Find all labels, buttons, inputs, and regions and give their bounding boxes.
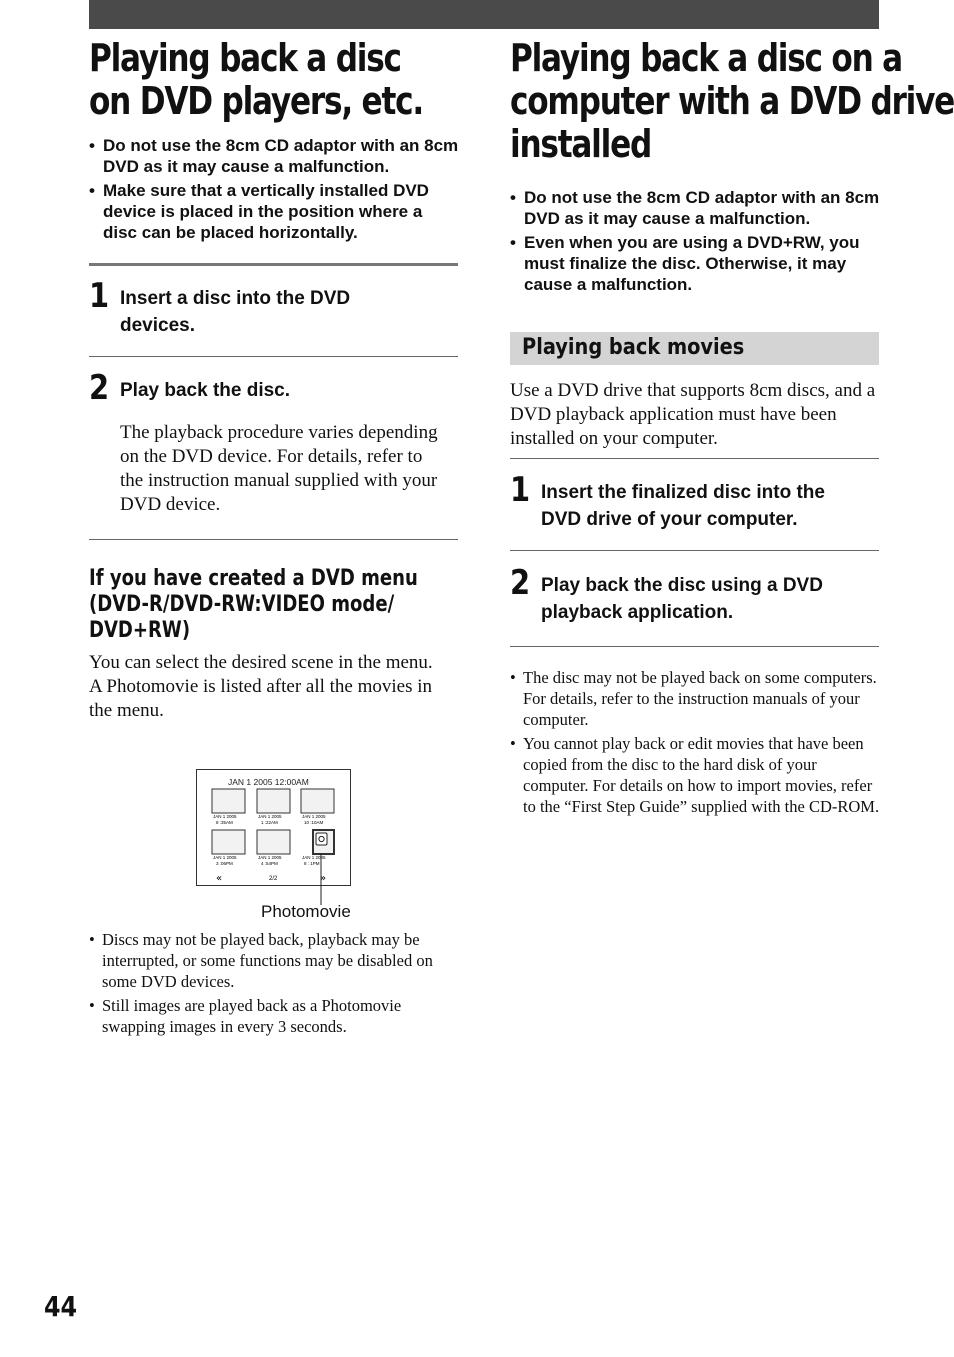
divider	[89, 263, 458, 266]
caution-list-left	[89, 135, 459, 246]
section-band	[510, 332, 879, 365]
page-number: 44	[44, 1290, 78, 1323]
page-title-left	[89, 37, 423, 123]
divider	[89, 539, 458, 540]
section-title: Playing back movies	[522, 335, 745, 360]
menu-header-date: JAN 1 2005 12:00AM	[228, 777, 309, 787]
step-line: Insert the finalized disc into the	[541, 482, 825, 503]
note-item: • The disc may not be played back on some computers. For details, refer to the instruction manuals of your computer.	[510, 667, 882, 730]
divider	[510, 458, 879, 459]
header-bar	[89, 0, 879, 29]
step-line: devices.	[120, 315, 195, 336]
caution-item: • Even when you are using a DVD+RW, you must finalize the disc. Otherwise, it may cause a malfunction.	[510, 232, 880, 295]
step-line: playback application.	[541, 602, 734, 623]
previous-page-icon: «	[216, 873, 223, 884]
thumb-date: JAN 1 2005	[258, 855, 282, 860]
figure-caption: Photomovie	[261, 902, 351, 921]
caution-item: • Do not use the 8cm CD adaptor with an 8cm DVD as it may cause a malfunction.	[510, 187, 880, 229]
thumb-date: JAN 1 2005	[213, 814, 237, 819]
thumb-date: JAN 1 2005	[302, 814, 326, 819]
step-number: 1	[510, 470, 531, 510]
divider	[89, 356, 458, 357]
section-intro: Use a DVD drive that supports 8cm discs, and a DVD playback application must have been installed on your computer.	[510, 380, 876, 449]
heading-line: DVD+RW)	[89, 618, 191, 643]
step-line: Play back the disc.	[120, 380, 291, 401]
menu-paragraph: You can select the desired scene in the menu.	[89, 652, 433, 673]
thumb-time: 1 :22AM	[261, 820, 278, 825]
page-title-right	[510, 37, 954, 166]
title-line: on DVD players, etc.	[89, 79, 423, 123]
thumb-date: JAN 1 2005	[213, 855, 237, 860]
notes-right	[510, 667, 882, 820]
photomovie-icon	[316, 833, 327, 845]
thumbnail	[212, 830, 245, 854]
thumb-date: JAN 1 2005	[258, 814, 282, 819]
step-text	[541, 572, 823, 626]
title-line: Playing back a disc on a	[510, 36, 902, 80]
thumb-date: JAN 1 2005	[302, 855, 326, 860]
notes-left	[89, 929, 461, 1040]
note-item: • Discs may not be played back, playback may be interrupted, or some functions may be disabled on some DVD devices.	[89, 929, 461, 992]
thumbnail	[257, 830, 290, 854]
dvd-menu-illustration	[196, 769, 351, 887]
thumbnail	[212, 789, 245, 813]
divider	[510, 646, 879, 647]
menu-body	[89, 651, 454, 723]
caution-item: • Make sure that a vertically installed DVD device is placed in the position where a disc can be placed horizontally.	[89, 180, 459, 243]
step-number: 1	[89, 276, 110, 316]
thumb-time: 10 :10AM	[304, 820, 324, 825]
menu-page-indicator: 2/2	[269, 876, 278, 882]
thumb-time: 8 :35AM	[216, 820, 233, 825]
step-text	[541, 479, 825, 533]
thumbnail	[301, 789, 334, 813]
title-line: installed	[510, 122, 652, 166]
title-line: computer with a DVD drive	[510, 79, 954, 123]
step-2-description: The playback procedure varies depending on the DVD device. For details, refer to the instruction manual supplied with your DVD device.	[120, 422, 438, 515]
thumb-time: 4 :54PM	[261, 861, 278, 866]
step-text	[120, 285, 350, 339]
next-page-icon: »	[320, 873, 327, 884]
step-number: 2	[89, 368, 110, 408]
thumb-time: 3 :06PM	[216, 861, 233, 866]
heading-line: If you have created a DVD menu	[89, 566, 418, 591]
step-number: 2	[510, 563, 531, 603]
thumbnail	[257, 789, 290, 813]
step-text	[120, 377, 290, 404]
caution-item: • Do not use the 8cm CD adaptor with an 8cm DVD as it may cause a malfunction.	[89, 135, 459, 177]
caution-list-right	[510, 187, 880, 298]
note-item: • Still images are played back as a Photomovie swapping images in every 3 seconds.	[89, 995, 461, 1037]
step-line: DVD drive of your computer.	[541, 509, 798, 530]
divider	[510, 550, 879, 551]
step-line: Play back the disc using a DVD	[541, 575, 823, 596]
heading-line: (DVD-R/DVD-RW:VIDEO mode/	[89, 592, 395, 617]
menu-paragraph: A Photomovie is listed after all the movies in the menu.	[89, 676, 433, 721]
menu-heading	[89, 566, 418, 644]
step-line: Insert a disc into the DVD	[120, 288, 351, 309]
title-line: Playing back a disc	[89, 36, 401, 80]
note-item: • You cannot play back or edit movies that have been copied from the disc to the hard disk of your computer. For details on how to import movies, refer to the “First Step Guide” supplied with the CD-ROM.	[510, 733, 882, 817]
thumb-time: 8 : 1PM	[304, 861, 320, 866]
